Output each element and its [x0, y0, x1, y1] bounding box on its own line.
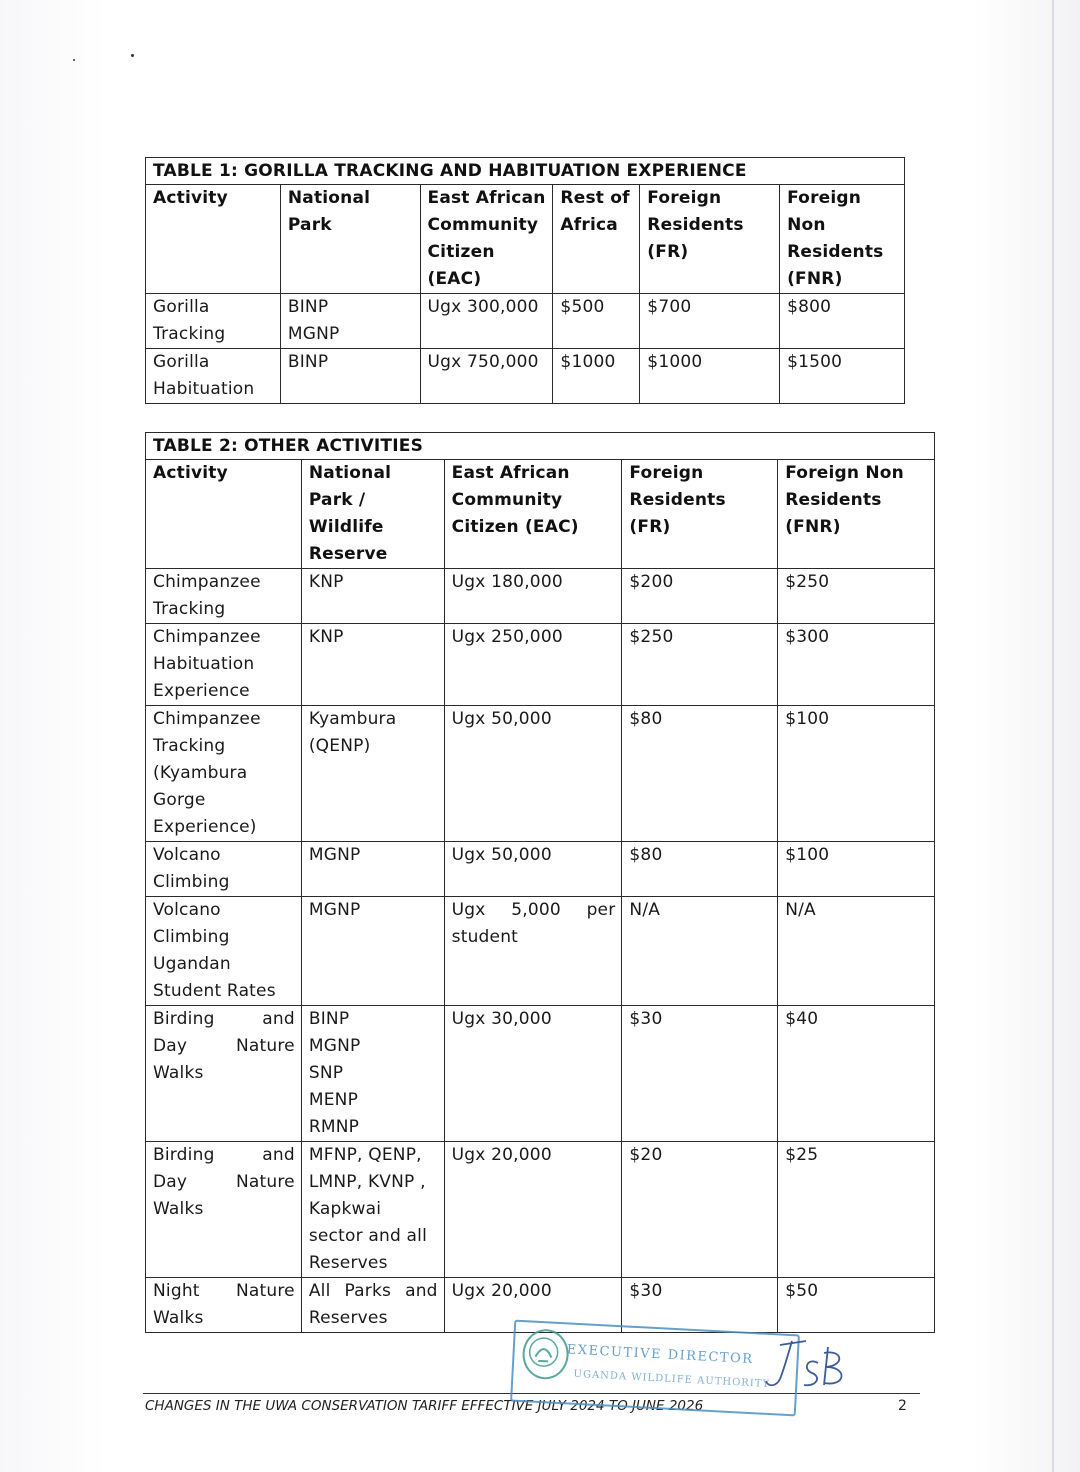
table-row [146, 294, 905, 349]
eac-cell: Ugx 50,000 [444, 706, 622, 842]
scan-speck [73, 59, 75, 61]
table-row [146, 349, 905, 404]
table-row [146, 842, 935, 897]
stamp-line1: EXECUTIVE DIRECTOR [566, 1342, 754, 1368]
park-cell: BINP [280, 349, 420, 404]
fnr-cell: $100 [778, 706, 935, 842]
executive-director-stamp [510, 1320, 800, 1417]
table-row [146, 569, 935, 624]
park-cell: KNP [301, 569, 444, 624]
scan-speck [131, 54, 134, 57]
fr-cell: $700 [640, 294, 780, 349]
park-cell: KNP [301, 624, 444, 706]
uwa-emblem-icon [521, 1328, 570, 1380]
table1-header-fr: Foreign Residents (FR) [640, 185, 780, 294]
fnr-cell: N/A [778, 897, 935, 1006]
table1-header-activity: Activity [146, 185, 281, 294]
activity-cell: Birding and Day Nature Walks [146, 1142, 302, 1278]
park-cell: MGNP [301, 842, 444, 897]
roa-cell: $500 [553, 294, 640, 349]
fnr-cell: $25 [778, 1142, 935, 1278]
activity-cell: Chimpanzee Tracking (Kyambura Gorge Experience) [146, 706, 302, 842]
fnr-cell: $40 [778, 1006, 935, 1142]
fr-cell: $1000 [640, 349, 780, 404]
page-edge-line [1052, 0, 1054, 1472]
table1-title: TABLE 1: GORILLA TRACKING AND HABITUATION EXPERIENCE [146, 158, 905, 185]
table2-header-activity: Activity [146, 460, 302, 569]
stamp-line2: UGANDA WILDLIFE AUTHORITY [573, 1368, 771, 1391]
eac-cell: Ugx 250,000 [444, 624, 622, 706]
eac-cell: Ugx 180,000 [444, 569, 622, 624]
eac-cell: Ugx 50,000 [444, 842, 622, 897]
other-activities-tariff-table [145, 432, 935, 1333]
park-cell: BINP MGNP [280, 294, 420, 349]
table1-header-rest-of-africa: Rest of Africa [553, 185, 640, 294]
roa-cell: $1000 [553, 349, 640, 404]
fr-cell: $80 [622, 842, 778, 897]
activity-cell: Gorilla Habituation [146, 349, 281, 404]
fr-cell: $250 [622, 624, 778, 706]
eac-cell: Ugx 300,000 [420, 294, 553, 349]
table2-header-fr: Foreign Residents (FR) [622, 460, 778, 569]
table1-header-eac: East African Community Citizen (EAC) [420, 185, 553, 294]
fnr-cell: $300 [778, 624, 935, 706]
fnr-cell: $50 [778, 1278, 935, 1333]
eac-cell: Ugx 20,000 [444, 1278, 622, 1333]
table2-header-park: National Park / Wildlife Reserve [301, 460, 444, 569]
fnr-cell: $1500 [780, 349, 905, 404]
park-cell: Kyambura (QENP) [301, 706, 444, 842]
footer-text: CHANGES IN THE UWA CONSERVATION TARIFF EFFECTIVE JULY 2024 TO JUNE 2026 [145, 1398, 704, 1414]
table2-header-eac: East African Community Citizen (EAC) [444, 460, 622, 569]
eac-cell: Ugx 750,000 [420, 349, 553, 404]
page-number: 2 [898, 1398, 907, 1414]
table-row [146, 897, 935, 1006]
table2-header-fnr: Foreign Non Residents (FNR) [778, 460, 935, 569]
park-cell: All Parks and Reserves [301, 1278, 444, 1333]
eac-cell: Ugx 30,000 [444, 1006, 622, 1142]
activity-cell: Night Nature Walks [146, 1278, 302, 1333]
fnr-cell: $100 [778, 842, 935, 897]
fr-cell: $30 [622, 1278, 778, 1333]
activity-cell: Volcano Climbing [146, 842, 302, 897]
eac-cell: Ugx 5,000 per student [444, 897, 622, 1006]
park-cell: BINP MGNP SNP MENP RMNP [301, 1006, 444, 1142]
fr-cell: $80 [622, 706, 778, 842]
table-row [146, 624, 935, 706]
handwritten-signature-icon [762, 1335, 852, 1395]
fnr-cell: $800 [780, 294, 905, 349]
park-cell: MFNP, QENP, LMNP, KVNP , Kapkwai sector and all Reserves [301, 1142, 444, 1278]
fnr-cell: $250 [778, 569, 935, 624]
activity-cell: Chimpanzee Tracking [146, 569, 302, 624]
table-row [146, 1142, 935, 1278]
park-cell: MGNP [301, 897, 444, 1006]
fr-cell: N/A [622, 897, 778, 1006]
table-row [146, 1006, 935, 1142]
table1-header-fnr: Foreign Non Residents (FNR) [780, 185, 905, 294]
activity-cell: Birding and Day Nature Walks [146, 1006, 302, 1142]
fr-cell: $200 [622, 569, 778, 624]
table-row [146, 706, 935, 842]
fr-cell: $20 [622, 1142, 778, 1278]
uwa-emblem-icon-svg [524, 1330, 564, 1374]
activity-cell: Gorilla Tracking [146, 294, 281, 349]
activity-cell: Chimpanzee Habituation Experience [146, 624, 302, 706]
eac-cell: Ugx 20,000 [444, 1142, 622, 1278]
activity-cell: Volcano Climbing Ugandan Student Rates [146, 897, 302, 1006]
gorilla-tariff-table [145, 157, 905, 404]
table2-title: TABLE 2: OTHER ACTIVITIES [146, 433, 935, 460]
table1-header-park: National Park [280, 185, 420, 294]
fr-cell: $30 [622, 1006, 778, 1142]
